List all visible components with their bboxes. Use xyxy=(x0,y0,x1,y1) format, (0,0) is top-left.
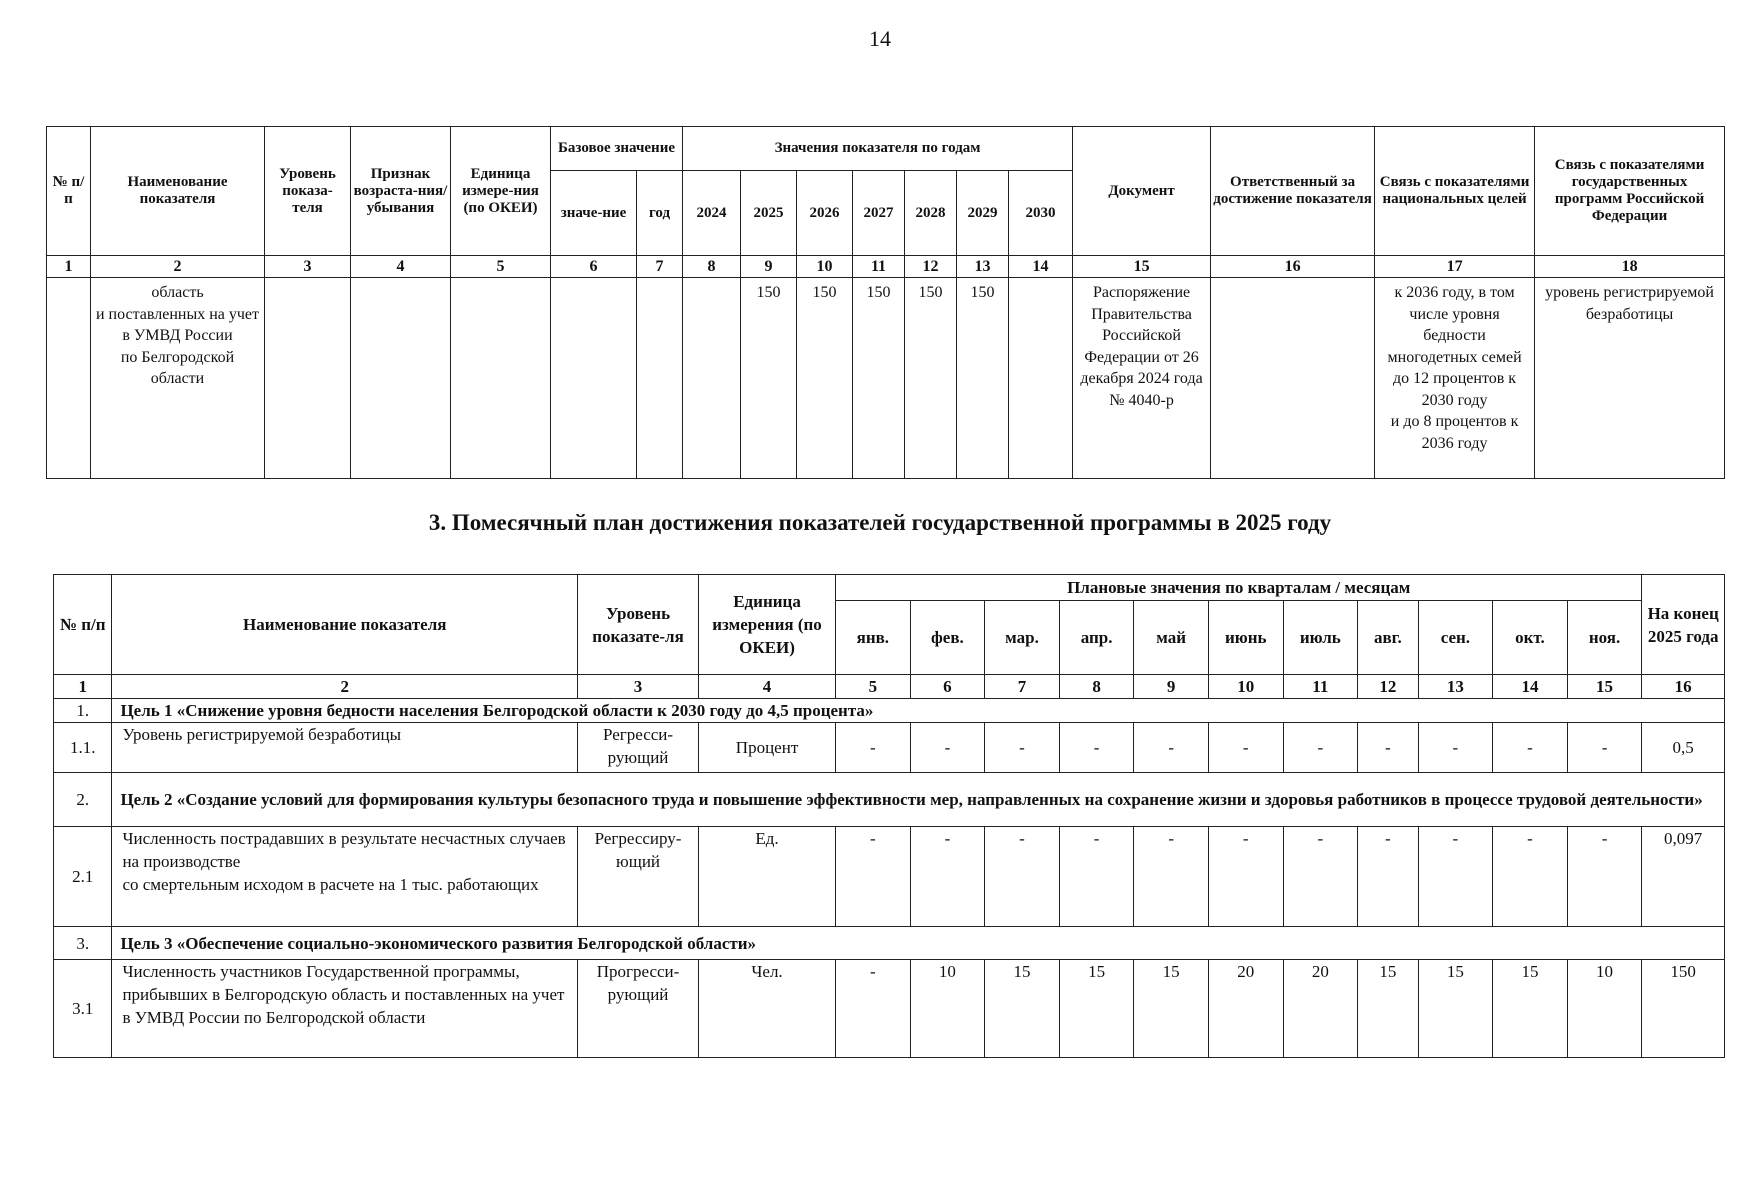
month-value: - xyxy=(1567,723,1642,773)
month-value: - xyxy=(1134,723,1209,773)
month-value: 15 xyxy=(1134,960,1209,1058)
month-value: 20 xyxy=(1283,960,1358,1058)
goal-title: Цель 2 «Создание условий для формирования культуры безопасного труда и повышение эффективности мер, направленных на сохранение жизни и здоровья работников в процессе трудовой деятельности» xyxy=(112,773,1725,827)
page-number: 14 xyxy=(869,26,891,51)
column-number: 11 xyxy=(853,256,905,278)
column-number: 2 xyxy=(112,675,578,699)
month-value: - xyxy=(1208,827,1283,927)
header-no: № п/п xyxy=(47,127,91,256)
month-value: - xyxy=(836,827,911,927)
year-value: 150 xyxy=(741,278,797,479)
header-month: авг. xyxy=(1358,601,1418,675)
column-number: 9 xyxy=(741,256,797,278)
column-number: 2 xyxy=(91,256,265,278)
year-value: 150 xyxy=(853,278,905,479)
header-base: Базовое значение xyxy=(551,127,683,171)
header-month: фев. xyxy=(910,601,985,675)
section-title: 3. Помесячный план достижения показателей государственной программы в 2025 году xyxy=(428,510,1332,535)
header-sign: Признак возраста-ния/ убывания xyxy=(351,127,451,256)
header-month: июнь xyxy=(1208,601,1283,675)
header-month: май xyxy=(1134,601,1209,675)
year-end-value: 150 xyxy=(1642,960,1725,1058)
header-name: Наименование показателя xyxy=(112,575,578,675)
column-number: 1 xyxy=(47,256,91,278)
column-number: 18 xyxy=(1535,256,1725,278)
month-value: - xyxy=(1418,723,1493,773)
monthly-plan-table xyxy=(53,574,1725,1058)
column-number: 8 xyxy=(683,256,741,278)
header-unit: Единица измере-ния (по ОКЕИ) xyxy=(451,127,551,256)
indicator-name: Численность пострадавших в результате несчастных случаев на производстве со смертельным исходом в расчете на 1 тыс. работающих xyxy=(112,827,578,927)
month-value: 10 xyxy=(910,960,985,1058)
header-month: июль xyxy=(1283,601,1358,675)
indicator-name: область и поставленных на учет в УМВД России по Белгородской области xyxy=(91,278,265,479)
responsible-cell xyxy=(1211,278,1375,479)
year-end-value: 0,5 xyxy=(1642,723,1725,773)
column-number: 10 xyxy=(1208,675,1283,699)
column-number: 4 xyxy=(351,256,451,278)
table-cell xyxy=(265,278,351,479)
table-cell xyxy=(47,278,91,479)
header-year: 2026 xyxy=(797,171,853,256)
column-number: 8 xyxy=(1059,675,1134,699)
year-end-value: 0,097 xyxy=(1642,827,1725,927)
column-number: 5 xyxy=(451,256,551,278)
month-value: - xyxy=(836,960,911,1058)
month-value: - xyxy=(1059,723,1134,773)
month-value: - xyxy=(985,723,1060,773)
header-unit: Единица измерения (по ОКЕИ) xyxy=(699,575,836,675)
indicator-level: Регресси-рующий xyxy=(578,723,699,773)
header-month: ноя. xyxy=(1567,601,1642,675)
indicator-number: 1.1. xyxy=(54,723,112,773)
month-value: 20 xyxy=(1208,960,1283,1058)
goal-number: 1. xyxy=(54,699,112,723)
goal-title: Цель 3 «Обеспечение социально-экономического развития Белгородской области» xyxy=(112,927,1725,960)
header-national: Связь с показателями национальных целей xyxy=(1375,127,1535,256)
indicator-name: Численность участников Государственной программы, прибывших в Белгородскую область и поставленных на учет в УМВД России по Белгородской области xyxy=(112,960,578,1058)
header-responsible: Ответственный за достижение показателя xyxy=(1211,127,1375,256)
month-value: - xyxy=(1418,827,1493,927)
month-value: - xyxy=(1493,827,1568,927)
month-value: 15 xyxy=(1418,960,1493,1058)
header-plan-group: Плановые значения по кварталам / месяцам xyxy=(836,575,1642,601)
month-value: - xyxy=(1208,723,1283,773)
month-value: 15 xyxy=(1493,960,1568,1058)
indicator-unit: Ед. xyxy=(699,827,836,927)
header-year: 2027 xyxy=(853,171,905,256)
header-programs: Связь с показателями государственных программ Российской Федерации xyxy=(1535,127,1725,256)
indicator-name: Уровень регистрируемой безработицы xyxy=(112,723,578,773)
indicator-unit: Процент xyxy=(699,723,836,773)
goal-title: Цель 1 «Снижение уровня бедности населения Белгородской области к 2030 году до 4,5 процента» xyxy=(112,699,1725,723)
header-end: На конец 2025 года xyxy=(1642,575,1725,675)
header-level: Уровень показа-теля xyxy=(265,127,351,256)
month-value: 10 xyxy=(1567,960,1642,1058)
header-month: апр. xyxy=(1059,601,1134,675)
header-base-value: значе-ние xyxy=(551,171,637,256)
column-number: 7 xyxy=(985,675,1060,699)
goal-number: 3. xyxy=(54,927,112,960)
month-value: - xyxy=(836,723,911,773)
month-value: 15 xyxy=(1358,960,1418,1058)
header-month: мар. xyxy=(985,601,1060,675)
table-cell xyxy=(451,278,551,479)
column-number: 15 xyxy=(1567,675,1642,699)
month-value: - xyxy=(1358,723,1418,773)
header-year: 2030 xyxy=(1009,171,1073,256)
header-document: Документ xyxy=(1073,127,1211,256)
indicator-number: 3.1 xyxy=(54,960,112,1058)
year-value: 150 xyxy=(957,278,1009,479)
state-programs-cell: уровень регистрируемой безработицы xyxy=(1535,278,1725,479)
header-year: 2028 xyxy=(905,171,957,256)
column-number: 10 xyxy=(797,256,853,278)
column-number: 12 xyxy=(905,256,957,278)
column-number: 12 xyxy=(1358,675,1418,699)
column-number: 16 xyxy=(1211,256,1375,278)
column-number: 13 xyxy=(1418,675,1493,699)
month-value: 15 xyxy=(985,960,1060,1058)
national-goals-cell: к 2036 году, в том числе уровня бедности многодетных семей до 12 процентов к 2030 году и до 8 процентов к 2036 году xyxy=(1375,278,1535,479)
table-cell xyxy=(637,278,683,479)
month-value: - xyxy=(910,723,985,773)
year-value: 150 xyxy=(797,278,853,479)
column-number: 11 xyxy=(1283,675,1358,699)
column-number: 14 xyxy=(1493,675,1568,699)
header-no: № п/п xyxy=(54,575,112,675)
month-value: - xyxy=(1283,827,1358,927)
column-number: 16 xyxy=(1642,675,1725,699)
header-level: Уровень показате-ля xyxy=(578,575,699,675)
month-value: - xyxy=(1059,827,1134,927)
month-value: - xyxy=(1493,723,1568,773)
month-value: - xyxy=(1134,827,1209,927)
column-number: 9 xyxy=(1134,675,1209,699)
month-value: - xyxy=(910,827,985,927)
goal-number: 2. xyxy=(54,773,112,827)
indicator-number: 2.1 xyxy=(54,827,112,927)
indicators-table xyxy=(46,126,1725,479)
column-number: 6 xyxy=(551,256,637,278)
header-year: 2029 xyxy=(957,171,1009,256)
indicator-level: Регрессиру-ющий xyxy=(578,827,699,927)
column-number: 6 xyxy=(910,675,985,699)
month-value: - xyxy=(1358,827,1418,927)
header-years-group: Значения показателя по годам xyxy=(683,127,1073,171)
year-value xyxy=(1009,278,1073,479)
column-number: 15 xyxy=(1073,256,1211,278)
table-cell xyxy=(351,278,451,479)
indicator-unit: Чел. xyxy=(699,960,836,1058)
column-number: 3 xyxy=(265,256,351,278)
month-value: 15 xyxy=(1059,960,1134,1058)
month-value: - xyxy=(1283,723,1358,773)
header-name: Наименование показателя xyxy=(91,127,265,256)
column-number: 17 xyxy=(1375,256,1535,278)
month-value: - xyxy=(1567,827,1642,927)
indicator-level: Прогресси-рующий xyxy=(578,960,699,1058)
column-number: 7 xyxy=(637,256,683,278)
header-month: окт. xyxy=(1493,601,1568,675)
column-number: 3 xyxy=(578,675,699,699)
column-number: 1 xyxy=(54,675,112,699)
column-number: 13 xyxy=(957,256,1009,278)
year-value: 150 xyxy=(905,278,957,479)
column-number: 14 xyxy=(1009,256,1073,278)
header-month: сен. xyxy=(1418,601,1493,675)
header-month: янв. xyxy=(836,601,911,675)
column-number: 4 xyxy=(699,675,836,699)
month-value: - xyxy=(985,827,1060,927)
document-cell: Распоряжение Правительства Российской Федерации от 26 декабря 2024 года № 4040-р xyxy=(1073,278,1211,479)
header-year: 2025 xyxy=(741,171,797,256)
column-number: 5 xyxy=(836,675,911,699)
header-base-year: год xyxy=(637,171,683,256)
year-value xyxy=(683,278,741,479)
header-year: 2024 xyxy=(683,171,741,256)
table-cell xyxy=(551,278,637,479)
